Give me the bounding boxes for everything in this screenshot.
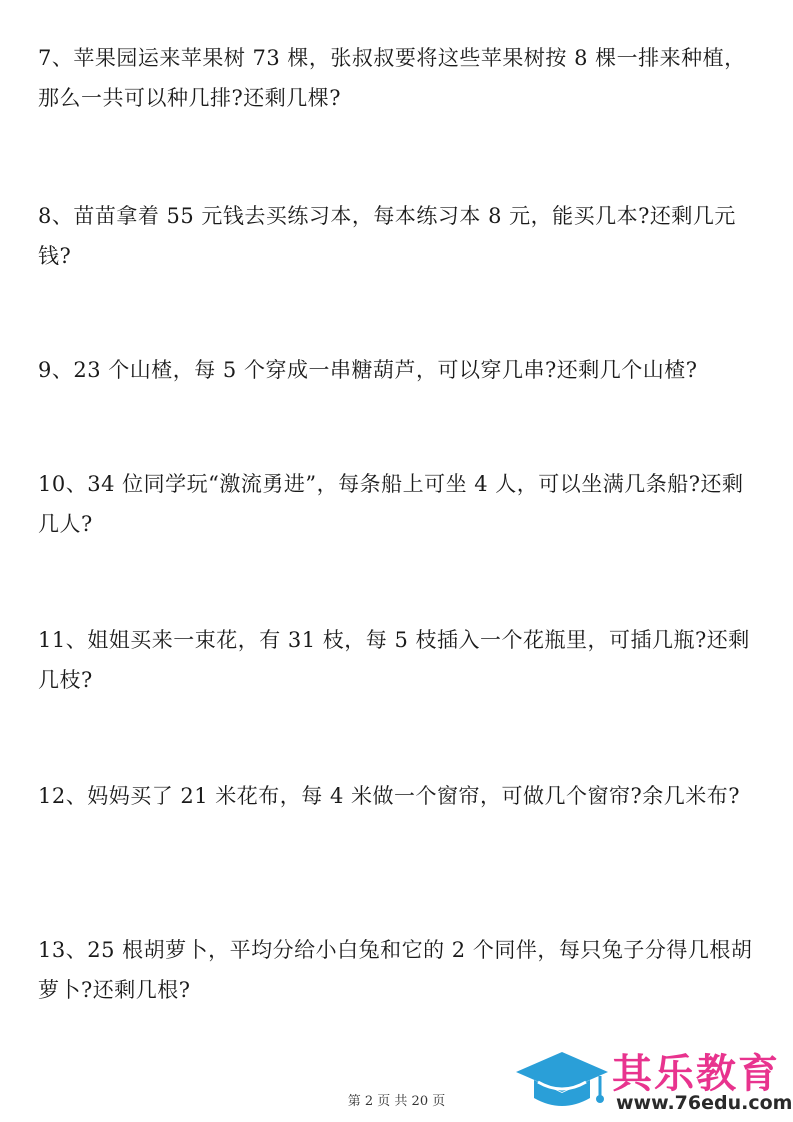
problem-7: 7、苹果园运来苹果树 73 棵，张叔叔要将这些苹果树按 8 棵一排来种植，那么一共可以种几排?还剩几棵? <box>38 46 746 110</box>
logo-name: 其乐教育 <box>612 1051 780 1097</box>
page-number-footer: 第 2 页 共 20 页 <box>347 1094 446 1109</box>
problem-10: 10、34 位同学玩“激流勇进”，每条船上可坐 4 人，可以坐满几条船?还剩几人? <box>38 472 744 536</box>
problem-9: 9、23 个山楂，每 5 个穿成一串糖葫芦，可以穿几串?还剩几个山楂? <box>38 358 698 382</box>
problem-13: 13、25 根胡萝卜，平均分给小白兔和它的 2 个同伴，每只兔子分得几根胡萝卜?还剩几根? <box>38 938 753 1002</box>
logo-url: www.76edu.com <box>616 1092 793 1114</box>
problem-11: 11、姐姐买来一束花，有 31 枝，每 5 枝插入一个花瓶里，可插几瓶?还剩几枝? <box>38 628 750 692</box>
problem-8: 8、苗苗拿着 55 元钱去买练习本，每本练习本 8 元，能买几本?还剩几元钱? <box>38 204 736 268</box>
problem-12: 12、妈妈买了 21 米花布，每 4 米做一个窗帘，可做几个窗帘?余几米布? <box>38 784 741 808</box>
